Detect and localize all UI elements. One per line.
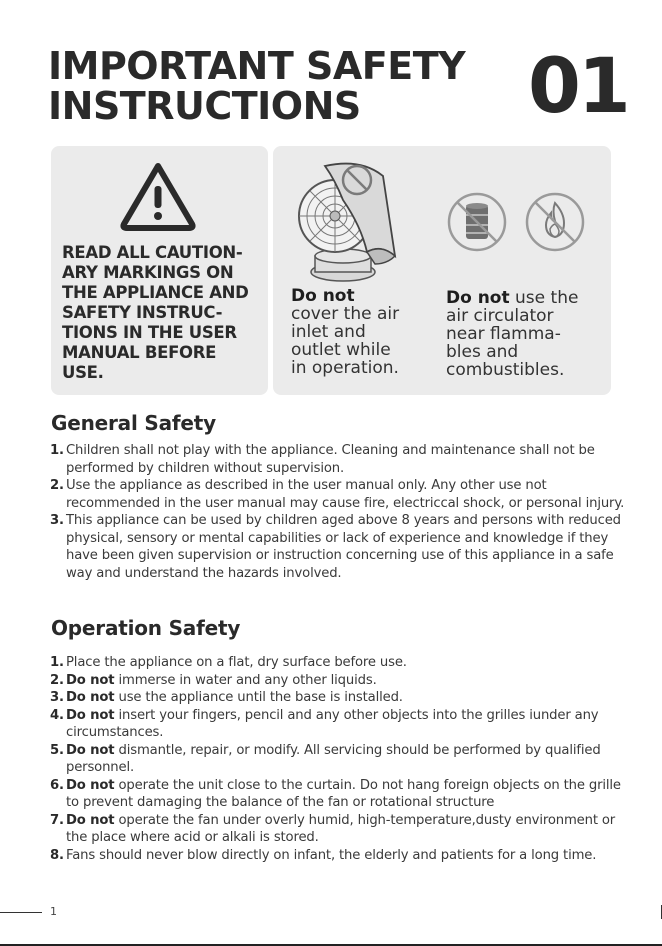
list-item: 4. Do not insert your fingers, pencil and any other objects into the grilles iunder any circumstances. [50, 707, 599, 740]
warning-flammable-text [446, 289, 578, 379]
list-item: 1. Place the appliance on a flat, dry surface before use. [50, 655, 407, 670]
list-item: 2. Use the appliance as described in the user manual only. Any other use not recommended in the user manual may cause fire, electriccal shock, or personal injury. [50, 478, 625, 511]
list-item: 7. Do not operate the fan under overly humid, high-temperature,dusty environment or the place where acid or alkali is stored. [50, 812, 616, 845]
warning-cover-text [291, 287, 399, 377]
general-safety-list [50, 442, 630, 582]
warning-flammable-line: bles and [446, 342, 519, 362]
caution-card [51, 146, 268, 395]
caution-line: ARY MARKINGS ON [62, 263, 234, 282]
footer-rule [0, 912, 42, 913]
warning-cover-line: cover the air [291, 304, 400, 324]
warning-cover-bold: Do not [291, 286, 355, 306]
operation-safety-list [50, 654, 630, 864]
fan-do-not-cover-icon [291, 160, 411, 286]
title-line-2: INSTRUCTIONS [48, 84, 361, 128]
operation-safety-heading: Operation Safety [51, 616, 241, 640]
list-item: 8. Fans should never blow directly on infant, the elderly and patients for a long time. [50, 847, 597, 863]
warning-flammable-first: use the [509, 288, 579, 308]
list-item: 1. Children shall not play with the appliance. Cleaning and maintenance shall not be performed by children without supervision. [50, 443, 595, 476]
chapter-number: 01 [528, 41, 628, 130]
no-gas-can-icon [446, 191, 508, 253]
warning-cover-line: in operation. [291, 358, 399, 378]
no-fire-icon [524, 191, 586, 253]
caution-text [62, 243, 249, 383]
caution-line: MANUAL BEFORE [62, 343, 217, 362]
warning-flammable-line: combustibles. [446, 360, 565, 380]
warning-cover-line: inlet and [291, 322, 366, 342]
list-item: 6. Do not operate the unit close to the curtain. Do not hang foreign objects on the grille to prevent damaging the balance of the fan or rotational structure [50, 777, 621, 810]
page-number: 1 [50, 905, 57, 918]
warning-flammable-line: near flamma- [446, 324, 561, 344]
title-line-1: IMPORTANT SAFETY [48, 44, 466, 88]
caution-line: THE APPLIANCE AND [62, 283, 249, 302]
warnings-card [273, 146, 611, 395]
list-item: 5. Do not dismantle, repair, or modify. All servicing should be performed by qualified personnel. [50, 742, 601, 775]
caution-line: TIONS IN THE USER [62, 323, 237, 342]
caution-line: READ ALL CAUTION- [62, 243, 243, 262]
page-title [48, 46, 465, 126]
warning-flammable-bold: Do not [446, 288, 510, 308]
warning-flammable-line: air circulator [446, 306, 554, 326]
general-safety-heading: General Safety [51, 411, 216, 435]
list-item: 2. Do not immerse in water and any other liquids. [50, 672, 377, 688]
warning-cover-line: outlet while [291, 340, 391, 360]
caution-line: USE. [62, 363, 104, 382]
list-item: 3. Do not use the appliance until the base is installed. [50, 690, 403, 705]
list-item: 3. This appliance can be used by children aged above 8 years and persons with reduced physical, sensory or mental capabilities or lack of experience and knowledge if they have been given supervision or instruction concerning use of this appliance in a safe way and understand the hazards involved. [50, 513, 621, 581]
warning-triangle-icon [118, 160, 198, 232]
caution-line: SAFETY INSTRUC- [62, 303, 223, 322]
